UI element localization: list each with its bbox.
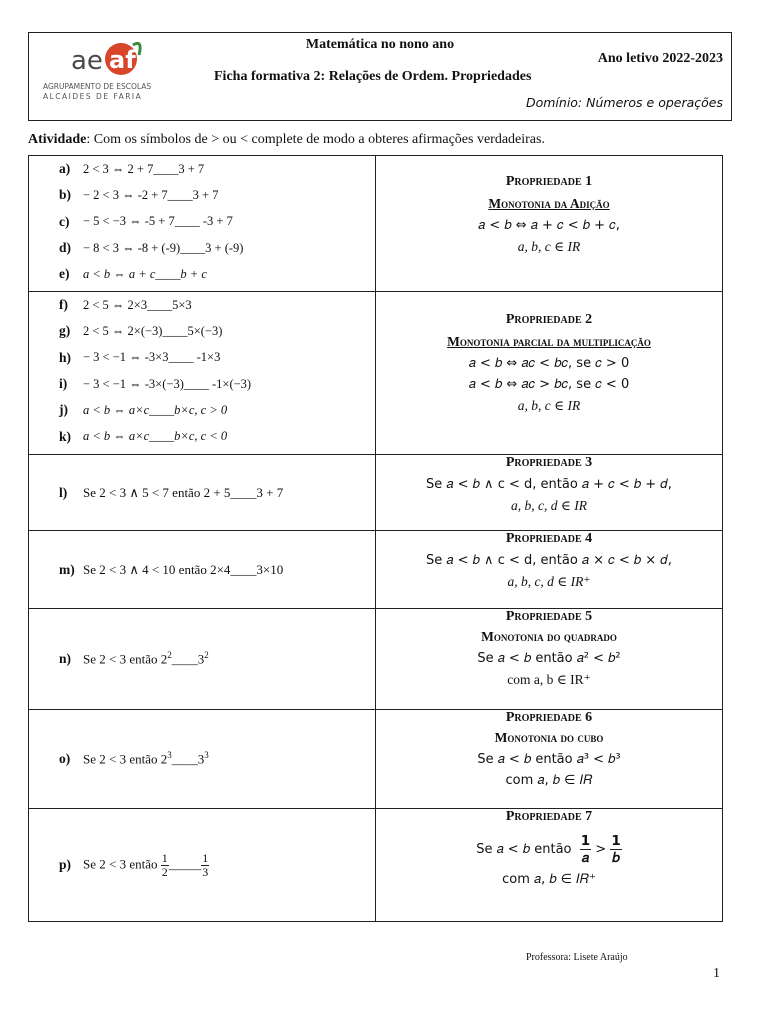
item-letter: o) — [59, 750, 71, 766]
item-letter: b) — [59, 187, 72, 203]
exercise-item — [29, 852, 375, 879]
item-text: Se 2 < 3 ∧ 4 < 10 então 2×4____3×10 — [83, 561, 284, 577]
property-title: Propriedade 6 — [505, 710, 593, 725]
table-row — [29, 809, 723, 922]
activity-instruction — [28, 132, 545, 148]
table-row — [29, 292, 723, 455]
property-formula: Se 𝑎 < 𝑏 então 𝑎³ < 𝑏³ — [477, 752, 621, 767]
property-formula: Se 𝑎 < 𝑏 ∧ c < d, então 𝑎 × 𝑐 < 𝑏 × 𝑑, — [426, 553, 672, 568]
property-domain: a, b, c, d ∈ IR⁺ — [507, 574, 591, 589]
item-letter: m) — [59, 561, 75, 577]
property-domain: a, b, c ∈ IR — [517, 239, 581, 254]
header-box — [28, 32, 732, 121]
property-title: Propriedade 3 — [505, 455, 593, 470]
property-title: Propriedade 4 — [505, 531, 593, 546]
exercise-item — [29, 261, 375, 287]
item-letter: l) — [59, 484, 68, 500]
item-letter: p) — [59, 857, 72, 872]
item-letter: a) — [59, 161, 71, 177]
exercise-cell — [29, 292, 376, 455]
exercise-cell — [29, 609, 376, 710]
item-text: 2 < 3 ⇔ 2 + 7____3 + 7 — [83, 161, 205, 176]
item-text: a < b ⇔ a×c____b×c, c < 0 — [83, 429, 228, 444]
property-cell — [376, 609, 723, 710]
item-letter: k) — [59, 428, 72, 444]
item-text: − 8 < 3 ⇔ -8 + (-9)____3 + (-9) — [83, 240, 244, 255]
table-row — [29, 455, 723, 531]
item-letter: g) — [59, 323, 71, 339]
exercise-item — [29, 562, 375, 578]
property-domain: com 𝑎, 𝑏 ∈ 𝐼𝑅⁺ — [502, 872, 596, 887]
property-title: Propriedade 1 — [505, 174, 593, 189]
exercise-item — [29, 371, 375, 397]
exercise-cell — [29, 156, 376, 292]
item-text: 2 < 5 ⇔ 2×3____5×3 — [83, 297, 192, 312]
item-text: a < b ⇔ a×c____b×c, c > 0 — [83, 402, 228, 417]
logo-text-af: af — [109, 46, 136, 74]
item-text: 2 < 5 ⇔ 2×(−3)____5×(−3) — [83, 323, 223, 338]
item-letter: c) — [59, 213, 70, 229]
property-formula: 𝑎 < 𝑏 ⇔ 𝑎𝑐 > 𝑏𝑐, se 𝑐 < 0 — [468, 377, 630, 392]
table-row — [29, 156, 723, 292]
exercise-item — [29, 423, 375, 449]
property-domain: com a, b ∈ IR⁺ — [507, 672, 591, 687]
exercise-item — [29, 209, 375, 235]
exercise-item — [29, 750, 375, 767]
item-text: − 2 < 3 ⇔ -2 + 7____3 + 7 — [83, 187, 219, 202]
property-domain: a, b, c, d ∈ IR — [511, 498, 587, 513]
exercise-item — [29, 485, 375, 501]
item-text: Se 2 < 3 então $2^3\_\_\_\_3^3$ — [83, 750, 209, 767]
exercise-item — [29, 397, 375, 423]
activity-label: Atividade — [28, 132, 87, 147]
property-title: Propriedade 7 — [505, 809, 593, 824]
item-text: − 3 < −1 ⇔ -3×3____ -1×3 — [83, 350, 221, 365]
table-row — [29, 609, 723, 710]
item-letter: d) — [59, 240, 72, 256]
item-letter: j) — [59, 402, 68, 418]
item-letter: h) — [59, 349, 72, 365]
property-formula: Se 𝑎 < 𝑏 então $\frac{1}{\text{𝑎}}$ > $\frac{1}{\text{𝑏}}$ — [476, 833, 621, 866]
property-domain: com 𝑎, 𝑏 ∈ 𝐼𝑅 — [505, 773, 593, 788]
logo-line2: ALCAIDES DE FARIA — [43, 92, 143, 101]
teacher-name: Professora: Lisete Araújo — [526, 952, 628, 963]
property-cell — [376, 455, 723, 531]
item-text: a < b ⇔ a + c____b + c — [83, 266, 207, 281]
property-formula: Se 𝑎 < 𝑏 então 𝑎² < 𝑏² — [477, 651, 621, 666]
exercise-item — [29, 235, 375, 261]
item-text: − 5 < −3 ⇔ -5 + 7____ -3 + 7 — [83, 214, 233, 229]
item-text: Se 2 < 3 ∧ 5 < 7 então 2 + 5____3 + 7 — [83, 484, 284, 500]
property-cell — [376, 710, 723, 809]
exercise-cell — [29, 531, 376, 609]
item-letter: e) — [59, 266, 70, 282]
property-formula: 𝑎 < 𝑏 ⇔ 𝑎 + 𝑐 < 𝑏 + 𝑐, — [478, 218, 620, 233]
property-subtitle: Monotonia parcial da multiplicação — [447, 334, 651, 349]
property-subtitle: Monotonia do quadrado — [481, 629, 617, 644]
property-subtitle: Monotonia do cubo — [494, 730, 604, 745]
activity-text: : Com os símbolos de > ou < complete de modo a obteres afirmações verdadeiras. — [86, 132, 545, 147]
property-title: Propriedade 5 — [505, 609, 593, 624]
item-text: Se 2 < 3 então $\frac{1}{2}$ _____ $\frac{1}{3}$ — [83, 850, 209, 879]
page-number: 1 — [713, 966, 720, 981]
table-row — [29, 710, 723, 809]
property-subtitle: Monotonia da Adição — [488, 196, 610, 211]
worksheet-title: Ficha formativa 2: Relações de Ordem. Propriedades — [214, 69, 532, 84]
item-letter: n) — [59, 650, 72, 666]
property-formula: Se 𝑎 < 𝑏 ∧ c < d, então 𝑎 + 𝑐 < 𝑏 + 𝑑, — [426, 477, 672, 492]
logo-line1: AGRUPAMENTO DE ESCOLAS — [43, 82, 152, 91]
exercise-cell — [29, 455, 376, 531]
item-text: − 3 < −1 ⇔ -3×(−3)____ -1×(−3) — [83, 376, 252, 391]
property-cell — [376, 531, 723, 609]
domain-label: Domínio: Números e operações — [525, 95, 723, 110]
exercise-item — [29, 182, 375, 208]
doc-title: Matemática no nono ano — [305, 37, 455, 52]
item-letter: i) — [59, 376, 68, 392]
logo-text-ae: ae — [71, 46, 103, 76]
property-domain: a, b, c ∈ IR — [517, 398, 581, 413]
item-text: Se 2 < 3 então $2^2\_\_\_\_3^2$ — [83, 650, 209, 667]
exercise-cell — [29, 710, 376, 809]
exercise-item — [29, 650, 375, 667]
exercise-item — [29, 318, 375, 344]
exercise-item — [29, 156, 375, 182]
property-formula: 𝑎 < 𝑏 ⇔ 𝑎𝑐 < 𝑏𝑐, se 𝑐 > 0 — [468, 356, 630, 371]
exercise-cell — [29, 809, 376, 922]
exercise-item — [29, 345, 375, 371]
property-cell — [376, 292, 723, 455]
exercise-table — [28, 155, 723, 922]
table-row — [29, 531, 723, 609]
property-title: Propriedade 2 — [505, 312, 593, 327]
school-year: Ano letivo 2022-2023 — [597, 51, 723, 66]
item-letter: f) — [59, 297, 68, 313]
property-cell — [376, 809, 723, 922]
exercise-item — [29, 292, 375, 318]
property-cell — [376, 156, 723, 292]
